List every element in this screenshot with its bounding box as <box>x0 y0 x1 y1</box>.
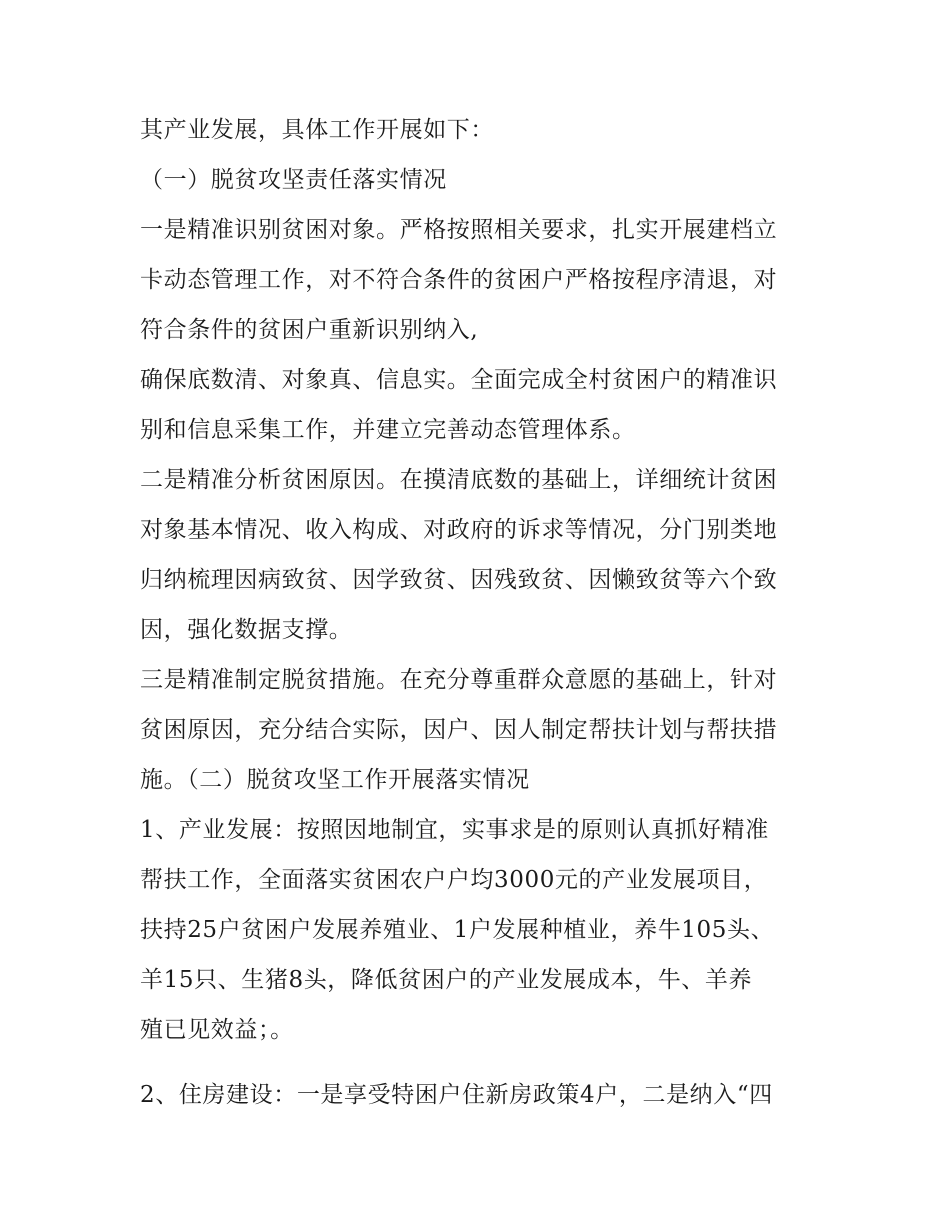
text-line: 1、产业发展：按照因地制宜，实事求是的原则认真抓好精准 <box>140 817 769 843</box>
text-line: 羊15只、生猪8头，降低贫困户的产业发展成本，牛、羊养 <box>140 967 753 993</box>
section-heading: （一）脱贫攻坚责任落实情况 <box>140 167 447 193</box>
text-line: 一是精准识别贫困对象。严格按照相关要求，扎实开展建档立 <box>140 217 778 243</box>
text-line: 卡动态管理工作，对不符合条件的贫困户严格按程序清退，对 <box>140 267 778 293</box>
text-line: 归纳梳理因病致贫、因学致贫、因残致贫、因懒致贫等六个致 <box>140 567 778 593</box>
text-line: 其产业发展，具体工作开展如下： <box>140 117 494 143</box>
text-line: 因，强化数据支撑。 <box>140 617 353 643</box>
text-line: 帮扶工作，全面落实贫困农户户均3000元的产业发展项目， <box>140 867 768 893</box>
text-line: 三是精准制定脱贫措施。在充分尊重群众意愿的基础上，针对 <box>140 667 778 693</box>
text-line: 别和信息采集工作，并建立完善动态管理体系。 <box>140 417 636 443</box>
text-line: 施。（二）脱贫攻坚工作开展落实情况 <box>140 767 530 793</box>
text-line: 殖已见效益；。 <box>140 1017 294 1043</box>
text-line: 对象基本情况、收入构成、对政府的诉求等情况，分门别类地 <box>140 517 778 543</box>
text-line: 确保底数清、对象真、信息实。全面完成全村贫困户的精准识 <box>140 367 778 393</box>
text-line: 扶持25户贫困户发展养殖业、1户发展种植业，养牛105头、 <box>140 917 775 943</box>
text-line: 符合条件的贫困户重新识别纳入, <box>140 317 479 343</box>
text-line: 二是精准分析贫困原因。在摸清底数的基础上，详细统计贫困 <box>140 467 778 493</box>
text-line: 2、住房建设：一是享受特困户住新房政策4户，二是纳入“四 <box>140 1082 773 1108</box>
text-line: 贫困原因，充分结合实际，因户、因人制定帮扶计划与帮扶措 <box>140 717 778 743</box>
